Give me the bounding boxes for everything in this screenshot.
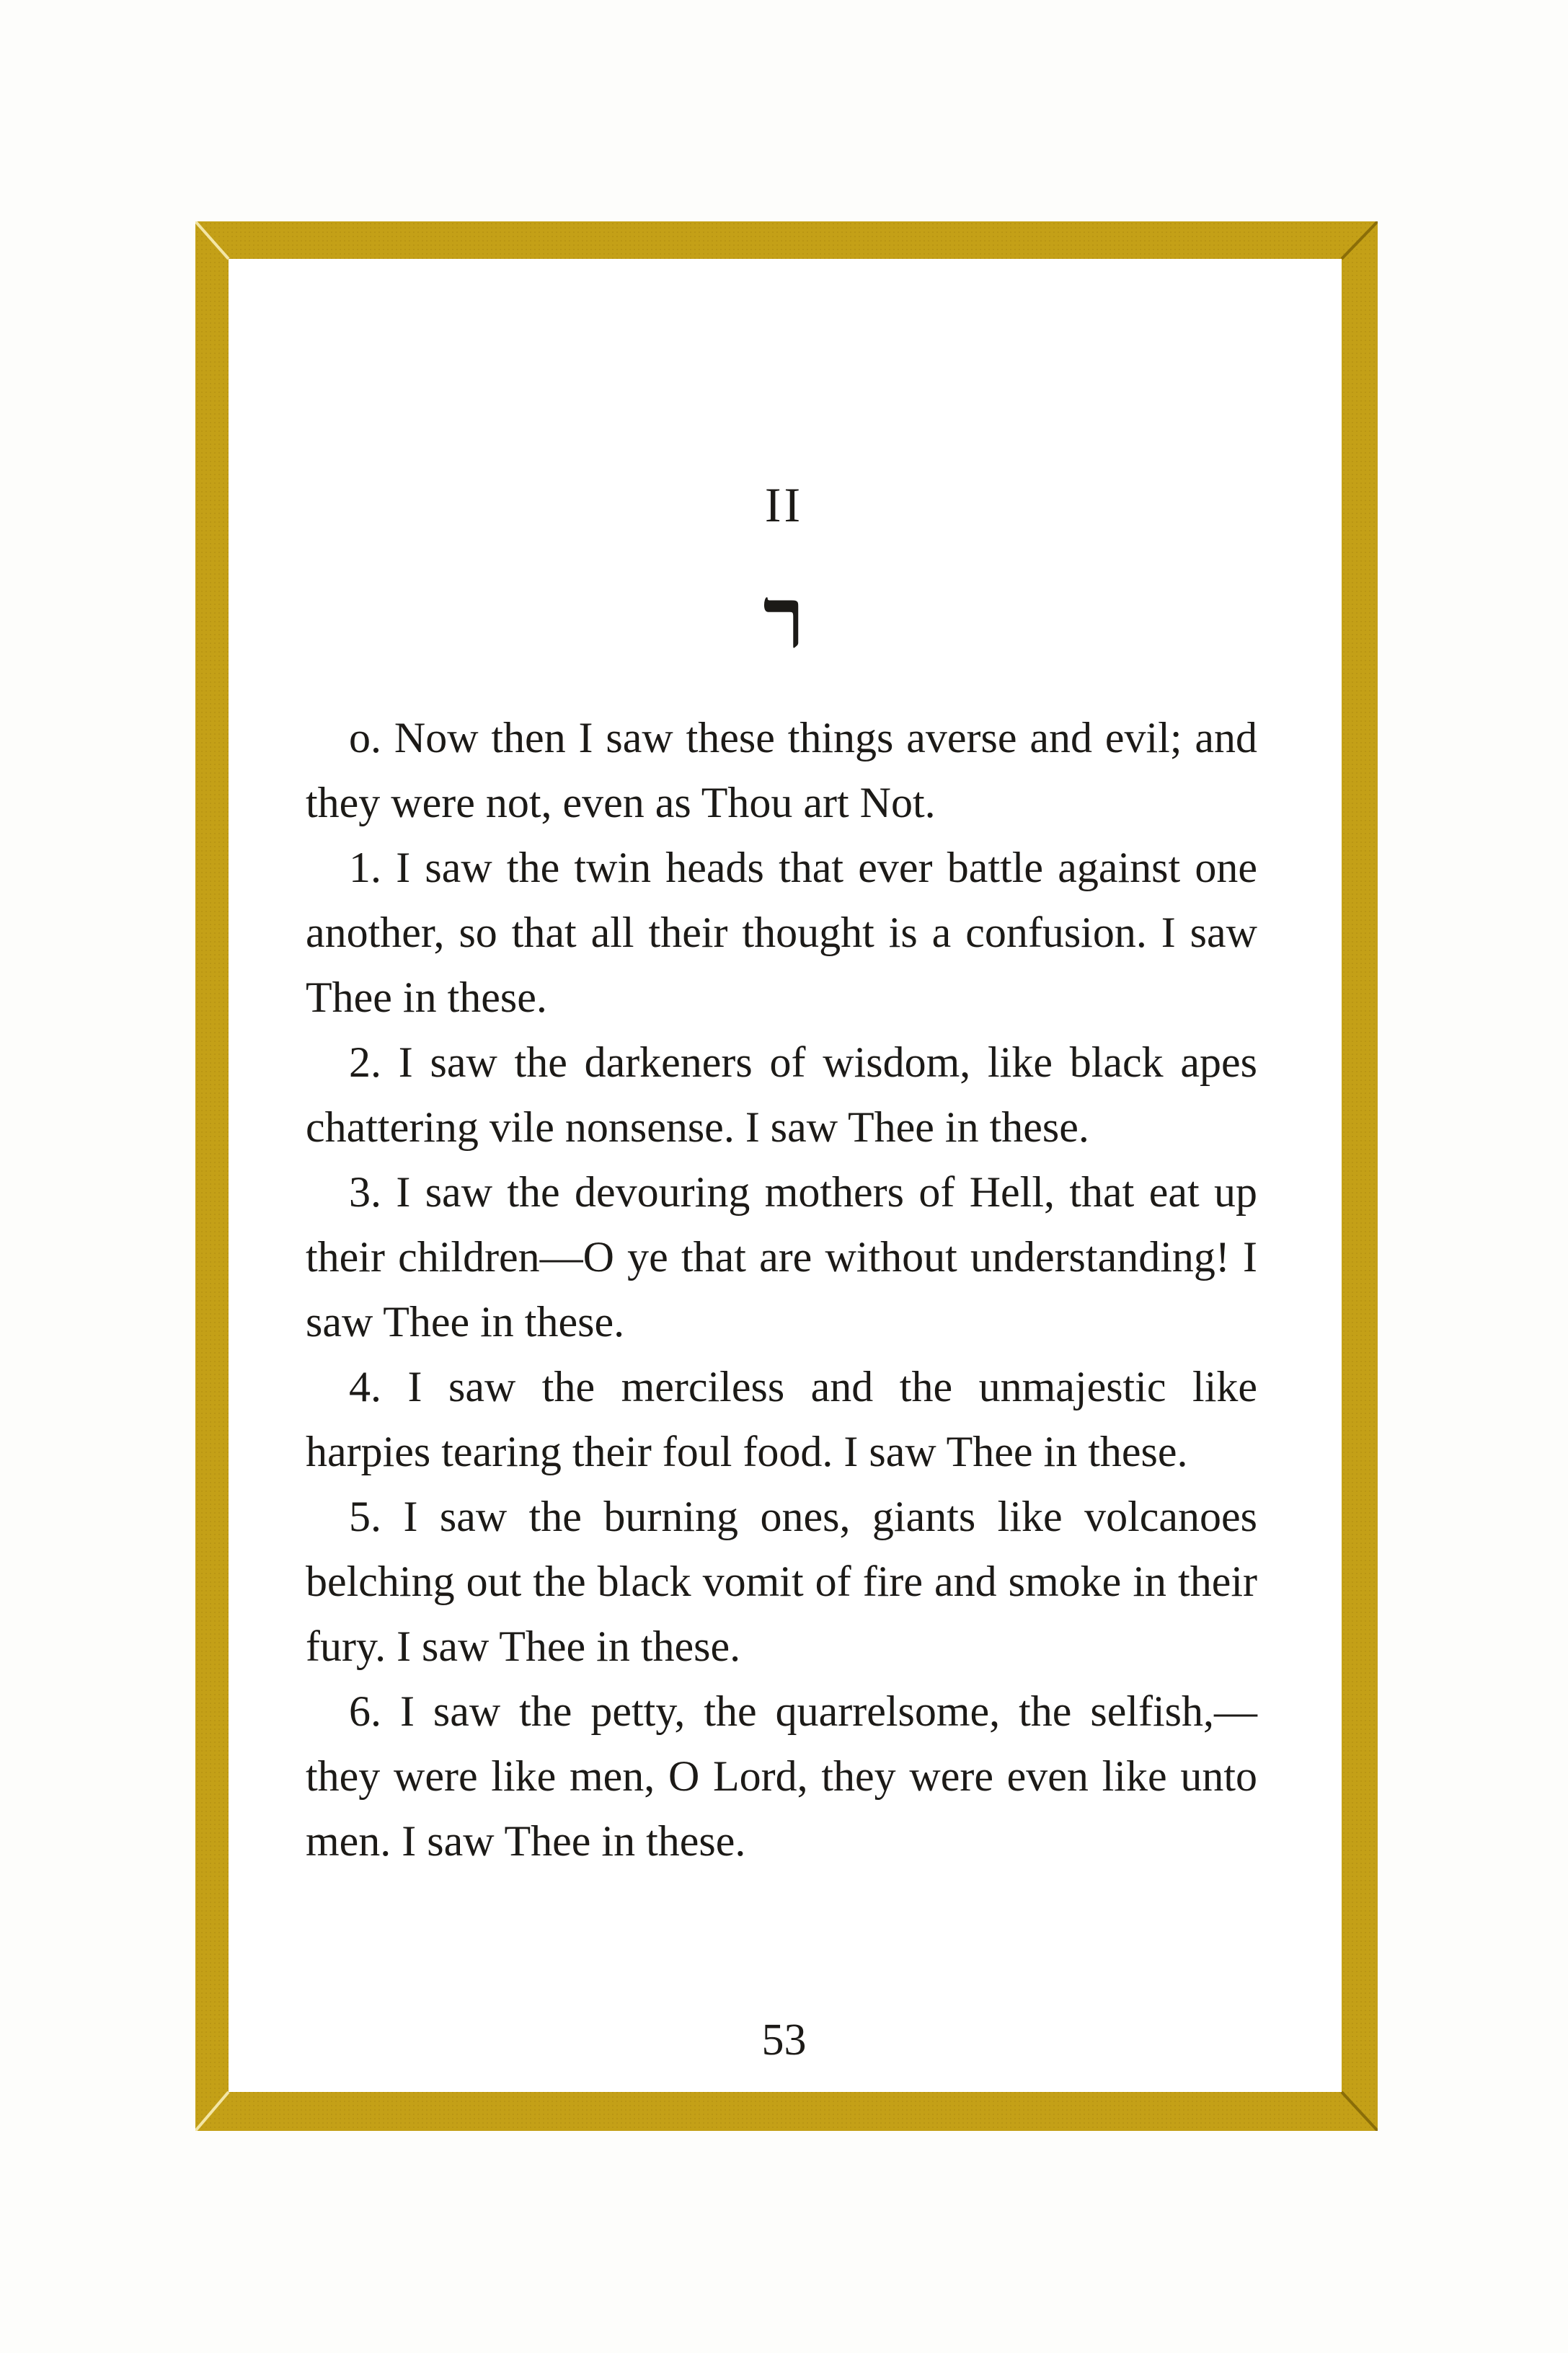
chapter-number: II xyxy=(764,477,804,532)
verse-4: 4. I saw the merciless and the unmajestic like harpies tearing their foul food. I saw Thee in these. xyxy=(306,1363,1257,1475)
verse-6: 6. I saw the petty, the quarrelsome, the selfish,—they were like men, O Lord, they were even like unto men. I saw Thee in these. xyxy=(306,1687,1257,1865)
verse-3: 3. I saw the devouring mothers of Hell, that eat up their children—O ye that are without understanding! I saw Thee in these. xyxy=(306,1168,1257,1346)
verse-2: 2. I saw the darkeners of wisdom, like black apes chattering vile nonsense. I saw Thee in these. xyxy=(306,1038,1257,1151)
verse-0: o. Now then I saw these things averse and evil; and they were not, even as Thou art Not. xyxy=(306,714,1257,826)
verse-5: 5. I saw the burning ones, giants like volcanoes belching out the black vomit of fire and smoke in their fury. I saw Thee in these. xyxy=(306,1493,1257,1670)
verse-text-block xyxy=(306,705,1257,1873)
page-number: 53 xyxy=(761,2016,807,2065)
hebrew-letter-resh: ר xyxy=(763,572,805,666)
verse-1: 1. I saw the twin heads that ever battle against one another, so that all their thought is a confusion. I saw Thee in these. xyxy=(306,844,1257,1021)
